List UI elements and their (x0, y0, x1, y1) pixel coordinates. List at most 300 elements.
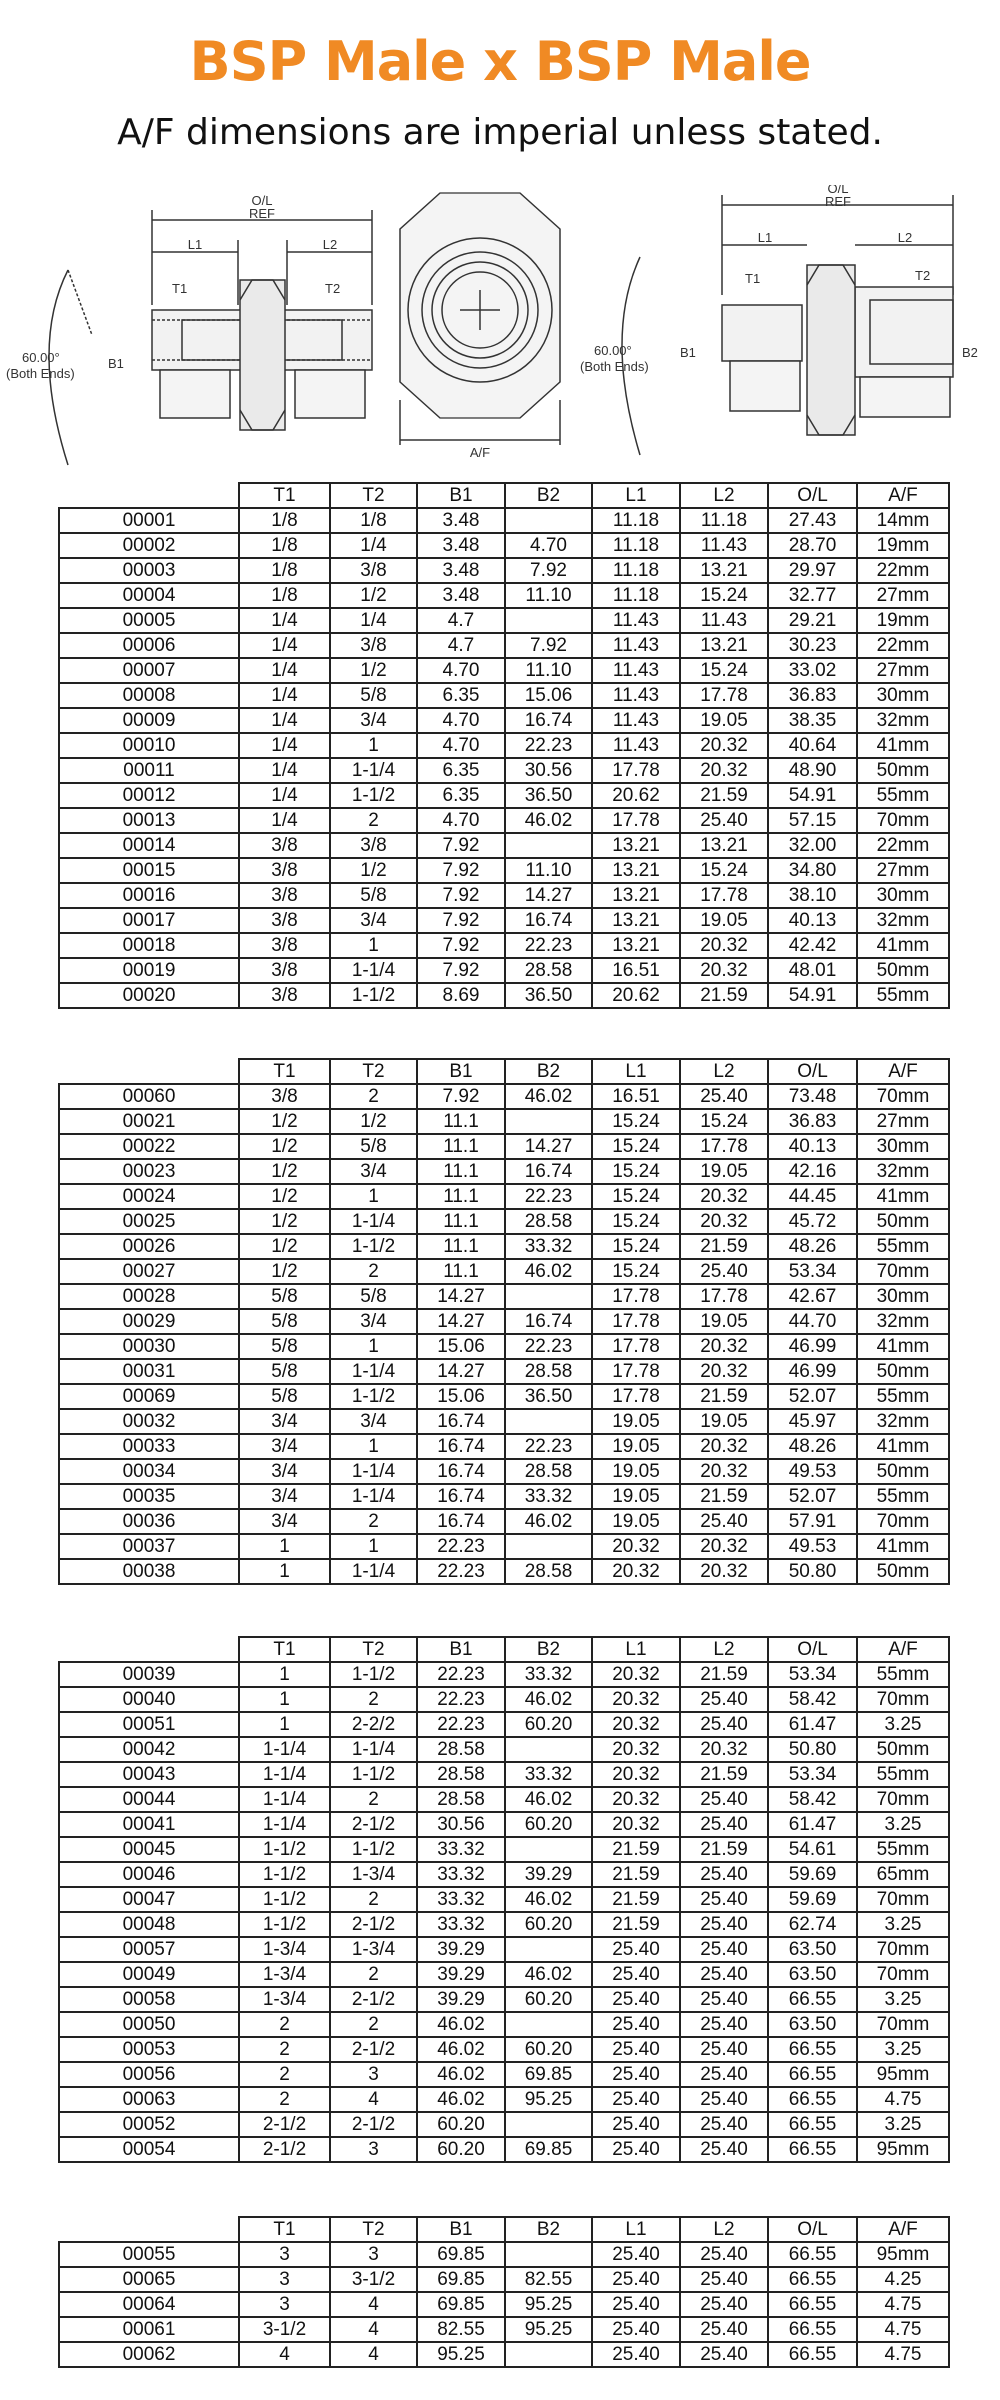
dimension-cell: 50.80 (768, 1559, 857, 1584)
dimension-cell: 25.40 (680, 2087, 768, 2112)
table-row (59, 558, 949, 583)
dimension-cell: 21.59 (592, 1912, 680, 1937)
dimension-cell: 20.32 (680, 1434, 768, 1459)
dimension-cell: 17.78 (592, 758, 680, 783)
dimension-cell: 2 (239, 2087, 330, 2112)
dimension-cell: 25.40 (592, 1987, 680, 2012)
table-row (59, 658, 949, 683)
table-row (59, 833, 949, 858)
dimension-cell: 17.78 (680, 683, 768, 708)
dimension-cell: 19.05 (680, 1309, 768, 1334)
dimension-cell: 4.75 (857, 2342, 949, 2367)
dimension-cell: 3-1/2 (330, 2267, 417, 2292)
part-number-cell: 00035 (59, 1484, 239, 1509)
ref-label-right: REF (825, 194, 851, 209)
dimension-cell: 20.32 (592, 1787, 680, 1812)
dimension-cell: 1-1/2 (239, 1912, 330, 1937)
part-number-cell: 00013 (59, 808, 239, 833)
dimension-cell: 15.24 (592, 1159, 680, 1184)
dimension-cell: 1/2 (239, 1134, 330, 1159)
dimension-cell (505, 1109, 592, 1134)
dimension-cell: 11.18 (592, 558, 680, 583)
dimension-cell: 3/4 (330, 1159, 417, 1184)
column-header (59, 2217, 239, 2242)
dimension-cell: 19.05 (592, 1409, 680, 1434)
dimension-cell: 20.32 (680, 1559, 768, 1584)
dimension-cell: 5/8 (330, 883, 417, 908)
dimension-cell: 2-1/2 (239, 2137, 330, 2162)
table-row (59, 708, 949, 733)
column-header (59, 483, 239, 508)
table-header-row (59, 1637, 949, 1662)
dimension-cell: 15.06 (505, 683, 592, 708)
column-header: B1 (417, 2217, 505, 2242)
dimension-cell: 32mm (857, 908, 949, 933)
dimension-cell: 3/4 (330, 1309, 417, 1334)
dimension-cell: 5/8 (330, 683, 417, 708)
part-number-cell: 00064 (59, 2292, 239, 2317)
dimension-cell: 3.48 (417, 508, 505, 533)
dimension-cell: 27mm (857, 858, 949, 883)
dimension-cell: 28.58 (505, 1359, 592, 1384)
dimension-cell: 13.21 (592, 858, 680, 883)
dimension-cell: 25.40 (592, 2292, 680, 2317)
dimension-cell: 66.55 (768, 1987, 857, 2012)
dimension-cell: 25.40 (592, 2342, 680, 2367)
dimension-cell: 6.35 (417, 683, 505, 708)
dimension-cell: 17.78 (680, 1284, 768, 1309)
dimension-cell: 57.15 (768, 808, 857, 833)
dimension-cell: 1 (330, 1184, 417, 1209)
dimension-cell: 1/2 (330, 658, 417, 683)
dimension-cell: 95.25 (505, 2292, 592, 2317)
both-ends-label-right: (Both Ends) (580, 359, 649, 374)
dimension-cell: 55mm (857, 1384, 949, 1409)
dimension-cell (505, 2342, 592, 2367)
column-header: L2 (680, 1059, 768, 1084)
table-row (59, 1134, 949, 1159)
dimension-cell: 4 (330, 2317, 417, 2342)
dimension-cell: 46.02 (417, 2037, 505, 2062)
dimension-cell: 11.10 (505, 858, 592, 883)
dimension-cell: 3/8 (239, 933, 330, 958)
dimension-cell: 1 (239, 1559, 330, 1584)
dimension-cell: 19.05 (680, 708, 768, 733)
dimension-cell: 14.27 (505, 1134, 592, 1159)
table-row (59, 608, 949, 633)
dimension-cell: 21.59 (680, 1662, 768, 1687)
dimension-cell: 41mm (857, 1334, 949, 1359)
dimension-cell: 66.55 (768, 2137, 857, 2162)
fitting-diagrams (0, 185, 1000, 475)
table-row (59, 2317, 949, 2342)
dimension-cell: 1-3/4 (330, 1862, 417, 1887)
dimension-cell: 63.50 (768, 1962, 857, 1987)
dimension-cell: 46.02 (417, 2087, 505, 2112)
dimension-cell: 20.32 (680, 933, 768, 958)
part-number-cell: 00057 (59, 1937, 239, 1962)
dimension-cell: 1/2 (239, 1184, 330, 1209)
b1-label: B1 (108, 356, 124, 371)
b2-label-right: B2 (962, 345, 978, 360)
part-number-cell: 00048 (59, 1912, 239, 1937)
dimension-cell: 11.10 (505, 658, 592, 683)
dimension-cell: 39.29 (417, 1937, 505, 1962)
dimension-cell: 3/8 (330, 558, 417, 583)
table-row (59, 633, 949, 658)
part-number-cell: 00024 (59, 1184, 239, 1209)
dimension-cell: 3/4 (239, 1409, 330, 1434)
dimension-cell: 48.26 (768, 1434, 857, 1459)
column-header: A/F (857, 483, 949, 508)
table-row (59, 1184, 949, 1209)
dimension-cell: 11.1 (417, 1209, 505, 1234)
dimension-cell: 20.32 (680, 758, 768, 783)
dimension-cell: 3/8 (239, 958, 330, 983)
dimension-cell: 22.23 (505, 733, 592, 758)
table-header-row (59, 1059, 949, 1084)
dimension-cell: 52.07 (768, 1484, 857, 1509)
dimension-cell: 1-1/4 (330, 1459, 417, 1484)
dimension-cell: 7.92 (417, 1084, 505, 1109)
column-header: O/L (768, 1059, 857, 1084)
dimension-cell: 25.40 (592, 1962, 680, 1987)
dimension-cell: 1 (239, 1687, 330, 1712)
table-row (59, 1887, 949, 1912)
table-row (59, 958, 949, 983)
dimension-cell: 60.20 (505, 2037, 592, 2062)
table-row (59, 1737, 949, 1762)
dimension-cell: 33.32 (505, 1234, 592, 1259)
dimension-cell: 42.42 (768, 933, 857, 958)
dimension-cell: 60.20 (505, 1987, 592, 2012)
dimension-cell: 2 (330, 1259, 417, 1284)
dimension-cell: 13.21 (680, 633, 768, 658)
dimension-cell: 20.32 (592, 1687, 680, 1712)
part-number-cell: 00005 (59, 608, 239, 633)
dimension-cell: 11.1 (417, 1159, 505, 1184)
dimension-cell: 13.21 (592, 933, 680, 958)
dimension-cell: 11.18 (592, 508, 680, 533)
part-number-cell: 00022 (59, 1134, 239, 1159)
dimension-cell: 1-1/4 (330, 1559, 417, 1584)
dimension-cell: 22.23 (505, 1184, 592, 1209)
dimension-cell: 1/4 (239, 633, 330, 658)
dimension-cell: 36.83 (768, 683, 857, 708)
part-number-cell: 00023 (59, 1159, 239, 1184)
dimension-cell: 70mm (857, 1509, 949, 1534)
dimension-cell: 50mm (857, 1359, 949, 1384)
dimension-cell: 11.43 (592, 683, 680, 708)
dimension-cell: 2-1/2 (330, 1812, 417, 1837)
dimension-cell: 60.20 (417, 2137, 505, 2162)
dimension-cell: 4.70 (417, 658, 505, 683)
column-header: T2 (330, 1059, 417, 1084)
part-number-cell: 00052 (59, 2112, 239, 2137)
dimension-cell: 28.58 (505, 1209, 592, 1234)
dimension-cell: 4.70 (417, 808, 505, 833)
dimension-cell: 3/4 (330, 908, 417, 933)
dimension-cell: 66.55 (768, 2242, 857, 2267)
dimension-cell: 70mm (857, 1937, 949, 1962)
dimension-cell: 20.32 (680, 1737, 768, 1762)
dimension-cell: 1/2 (239, 1159, 330, 1184)
dimension-cell: 70mm (857, 808, 949, 833)
dimension-cell: 2 (330, 808, 417, 833)
dimension-cell: 60.20 (417, 2112, 505, 2137)
t1-label: T1 (172, 281, 188, 296)
dimension-cell: 30mm (857, 883, 949, 908)
dimension-cell: 5/8 (239, 1384, 330, 1409)
dimension-cell: 1-1/2 (330, 1837, 417, 1862)
dimension-cell: 30.56 (505, 758, 592, 783)
dimension-cell: 2-2/2 (330, 1712, 417, 1737)
table-row (59, 683, 949, 708)
dimension-cell: 5/8 (239, 1359, 330, 1384)
dimension-cell: 4 (239, 2342, 330, 2367)
dimension-cell: 19.05 (680, 908, 768, 933)
part-number-cell: 00051 (59, 1712, 239, 1737)
dimension-cell: 4.70 (417, 733, 505, 758)
dimension-cell: 2 (239, 2037, 330, 2062)
dimension-cell: 2 (330, 1509, 417, 1534)
dimension-cell: 50mm (857, 1737, 949, 1762)
dimension-cell: 16.74 (505, 908, 592, 933)
dimension-cell: 69.85 (417, 2242, 505, 2267)
dimension-cell: 3.25 (857, 1912, 949, 1937)
column-header: L1 (592, 483, 680, 508)
table-row (59, 1209, 949, 1234)
table-row (59, 1334, 949, 1359)
dimension-cell: 65mm (857, 1862, 949, 1887)
dimensions-table (58, 1058, 950, 1585)
column-header: T1 (239, 2217, 330, 2242)
dimension-cell: 5/8 (239, 1284, 330, 1309)
part-number-cell: 00015 (59, 858, 239, 883)
dimension-cell: 20.32 (680, 1184, 768, 1209)
page-title: BSP Male x BSP Male (189, 30, 811, 93)
dimension-cell: 19.05 (680, 1159, 768, 1184)
dimension-cell: 3.48 (417, 583, 505, 608)
part-number-cell: 00018 (59, 933, 239, 958)
dimension-cell: 3/4 (239, 1509, 330, 1534)
column-header: T1 (239, 1637, 330, 1662)
dimension-cell: 1-1/4 (330, 758, 417, 783)
dimension-cell: 1-1/4 (330, 1737, 417, 1762)
page-subtitle: A/F dimensions are imperial unless stated. (117, 112, 883, 153)
side-view-diagram-right (570, 185, 1000, 475)
dimension-cell: 21.59 (680, 1234, 768, 1259)
part-number-cell: 00055 (59, 2242, 239, 2267)
dimension-cell: 25.40 (680, 1259, 768, 1284)
table-row (59, 733, 949, 758)
dimension-cell: 4 (330, 2292, 417, 2317)
part-number-cell: 00034 (59, 1459, 239, 1484)
column-header: L2 (680, 2217, 768, 2242)
dimension-cell: 61.47 (768, 1712, 857, 1737)
dimension-cell: 70mm (857, 1259, 949, 1284)
l1-label-right: L1 (757, 230, 773, 245)
dimension-cell: 7.92 (417, 858, 505, 883)
dimensions-table (58, 2216, 950, 2368)
dimension-cell: 25.40 (592, 2137, 680, 2162)
dimension-cell: 39.29 (417, 1987, 505, 2012)
dimension-cell: 3-1/2 (239, 2317, 330, 2342)
part-number-cell: 00053 (59, 2037, 239, 2062)
dimension-cell: 60.20 (505, 1912, 592, 1937)
dimension-cell (505, 1837, 592, 1862)
dimension-cell: 28.58 (417, 1762, 505, 1787)
part-number-cell: 00049 (59, 1962, 239, 1987)
dimension-cell: 3/8 (330, 833, 417, 858)
part-number-cell: 00063 (59, 2087, 239, 2112)
table-row (59, 2137, 949, 2162)
dimension-cell: 36.50 (505, 1384, 592, 1409)
dimension-cell: 70mm (857, 1687, 949, 1712)
dimension-cell: 16.74 (417, 1409, 505, 1434)
dimension-cell: 3/8 (239, 1084, 330, 1109)
dimension-cell: 15.24 (680, 658, 768, 683)
table-row (59, 1762, 949, 1787)
dimension-cell: 3 (239, 2292, 330, 2317)
ol-label-right: O/L (827, 185, 849, 196)
dimension-cell: 3/4 (330, 1409, 417, 1434)
dimension-cell: 1/4 (239, 708, 330, 733)
dimension-cell: 21.59 (592, 1837, 680, 1862)
dimension-cell: 66.55 (768, 2037, 857, 2062)
t2-label: T2 (325, 281, 341, 296)
table-header-row (59, 483, 949, 508)
dimension-cell: 1-1/2 (239, 1887, 330, 1912)
dimension-cell (505, 1737, 592, 1762)
dimension-cell: 15.24 (592, 1184, 680, 1209)
dimension-cell (505, 833, 592, 858)
dimension-cell: 17.78 (592, 808, 680, 833)
table-row (59, 1662, 949, 1687)
table-row (59, 2087, 949, 2112)
dimension-cell: 95.25 (505, 2317, 592, 2342)
dimension-cell: 1 (239, 1662, 330, 1687)
part-number-cell: 00062 (59, 2342, 239, 2367)
dimension-cell: 32.00 (768, 833, 857, 858)
dimension-cell: 25.40 (680, 1787, 768, 1812)
dimension-cell: 1/2 (239, 1259, 330, 1284)
dimension-cell: 16.74 (505, 1159, 592, 1184)
table-row (59, 1534, 949, 1559)
dimension-cell: 41mm (857, 1434, 949, 1459)
dimension-cell: 30mm (857, 683, 949, 708)
dimension-cell: 21.59 (680, 983, 768, 1008)
l2-label: L2 (322, 237, 338, 252)
dimension-cell: 1-3/4 (330, 1937, 417, 1962)
af-label: A/F (469, 445, 491, 460)
dimension-cell: 41mm (857, 733, 949, 758)
dimension-cell: 57.91 (768, 1509, 857, 1534)
dimension-cell: 13.21 (592, 908, 680, 933)
dimension-cell: 20.32 (592, 1737, 680, 1762)
dimension-cell: 59.69 (768, 1862, 857, 1887)
dimension-cell: 1-1/4 (330, 1209, 417, 1234)
dimension-cell: 25.40 (680, 1862, 768, 1887)
column-header (59, 1059, 239, 1084)
dimension-cell: 40.13 (768, 908, 857, 933)
column-header: L2 (680, 483, 768, 508)
table-row (59, 1484, 949, 1509)
part-number-cell: 00002 (59, 533, 239, 558)
dimension-cell: 95mm (857, 2062, 949, 2087)
column-header: B2 (505, 483, 592, 508)
part-number-cell: 00030 (59, 1334, 239, 1359)
part-number-cell: 00028 (59, 1284, 239, 1309)
part-number-cell: 00025 (59, 1209, 239, 1234)
dimension-cell (505, 508, 592, 533)
dimension-cell: 46.02 (505, 1787, 592, 1812)
dimension-cell: 54.61 (768, 1837, 857, 1862)
dimension-cell: 17.78 (592, 1309, 680, 1334)
part-number-cell: 00060 (59, 1084, 239, 1109)
dimension-cell: 25.40 (680, 2012, 768, 2037)
dimension-cell: 1 (330, 1534, 417, 1559)
dimension-cell (505, 1284, 592, 1309)
dimension-cell: 50mm (857, 1559, 949, 1584)
part-number-cell: 00043 (59, 1762, 239, 1787)
dimension-cell: 15.06 (417, 1384, 505, 1409)
dimension-cell: 49.53 (768, 1459, 857, 1484)
dimension-cell: 32mm (857, 1309, 949, 1334)
dimensions-table-4 (58, 2216, 948, 2368)
dimension-cell: 22mm (857, 633, 949, 658)
table-row (59, 1712, 949, 1737)
dimension-cell: 32mm (857, 1159, 949, 1184)
dimension-cell: 11.10 (505, 583, 592, 608)
dimension-cell: 3/8 (239, 833, 330, 858)
dimension-cell: 27mm (857, 1109, 949, 1134)
ol-label: O/L (251, 193, 273, 208)
part-number-cell: 00039 (59, 1662, 239, 1687)
dimension-cell: 46.02 (505, 1509, 592, 1534)
t2-label-right: T2 (915, 268, 931, 283)
dimension-cell: 54.91 (768, 983, 857, 1008)
dimension-cell: 29.97 (768, 558, 857, 583)
dimension-cell: 22.23 (417, 1687, 505, 1712)
dimension-cell: 46.02 (505, 1084, 592, 1109)
dimension-cell: 48.26 (768, 1234, 857, 1259)
dimension-cell: 27.43 (768, 508, 857, 533)
dimension-cell (505, 1534, 592, 1559)
dimension-cell: 25.40 (680, 1812, 768, 1837)
dimension-cell: 55mm (857, 1837, 949, 1862)
dimension-cell: 60.20 (505, 1712, 592, 1737)
dimension-cell: 22mm (857, 833, 949, 858)
dimension-cell: 4.75 (857, 2087, 949, 2112)
dimension-cell: 46.02 (505, 1887, 592, 1912)
dimension-cell: 1-1/2 (330, 1762, 417, 1787)
dimension-cell: 58.42 (768, 1687, 857, 1712)
dimension-cell: 17.78 (592, 1359, 680, 1384)
part-number-cell: 00003 (59, 558, 239, 583)
dimension-cell: 25.40 (592, 2037, 680, 2062)
dimension-cell (505, 2242, 592, 2267)
dimension-cell: 15.06 (417, 1334, 505, 1359)
dimension-cell: 33.32 (505, 1484, 592, 1509)
dimension-cell: 1 (330, 1334, 417, 1359)
column-header: T2 (330, 483, 417, 508)
dimension-cell: 50mm (857, 758, 949, 783)
dimension-cell: 3/4 (239, 1434, 330, 1459)
dimension-cell: 15.24 (592, 1109, 680, 1134)
dimension-cell: 1 (239, 1712, 330, 1737)
dimension-cell: 66.55 (768, 2267, 857, 2292)
